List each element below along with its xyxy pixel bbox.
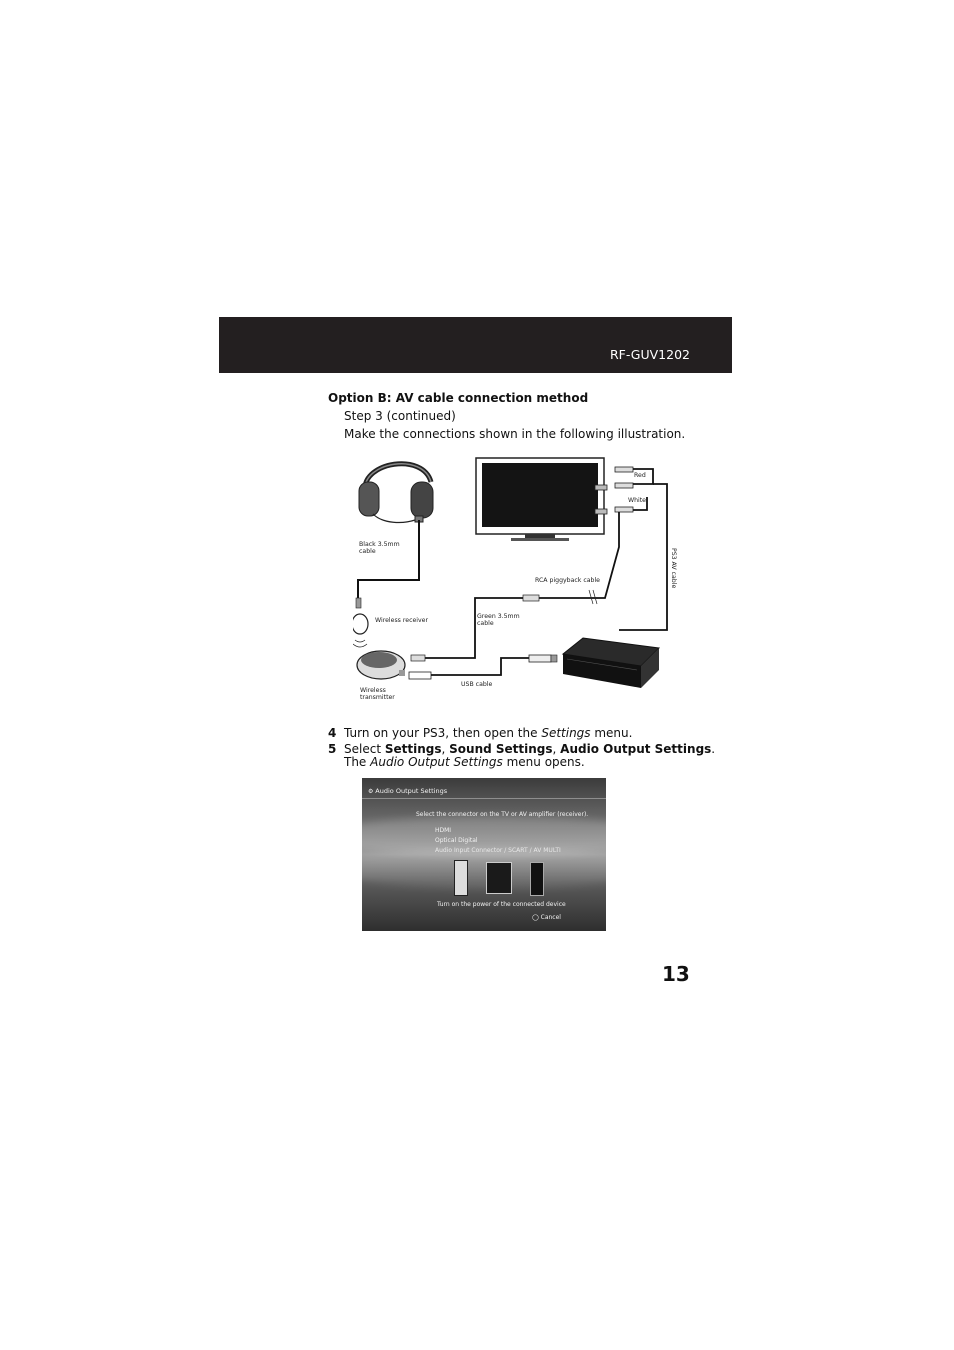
- step5-line2: The Audio Output Settings menu opens.: [344, 755, 585, 769]
- settings-icon: ⚙: [368, 788, 376, 795]
- model-number: RF-GUV1202: [609, 347, 690, 362]
- ss-title: ⚙ Audio Output Settings: [368, 787, 448, 795]
- step5-line1: Select Settings, Sound Settings, Audio Output Settings.: [344, 742, 716, 756]
- label-ps3-av-cable: PS3 AV cable: [670, 548, 677, 589]
- step3-label: Step 3 (continued): [344, 409, 456, 423]
- ps3-console-icon: [563, 638, 659, 688]
- av-multi-connector-icon: [530, 862, 544, 896]
- ps3-audio-output-screenshot: [362, 778, 606, 931]
- wireless-transmitter-icon: [357, 651, 405, 679]
- page-number: 13: [662, 962, 690, 986]
- label-rca-piggyback: RCA piggyback cable: [535, 577, 600, 584]
- label-white: White: [628, 497, 646, 504]
- scart-connector-icon: [486, 862, 512, 894]
- label-green-cable-2: cable: [477, 620, 494, 627]
- circle-button-icon: ◯: [532, 914, 541, 921]
- ss-footer: Turn on the power of the connected device: [437, 901, 566, 908]
- label-red: Red: [634, 472, 646, 479]
- label-wireless-receiver: Wireless receiver: [375, 617, 429, 624]
- rca-connector-icon: [454, 860, 468, 896]
- connection-diagram: [353, 452, 685, 708]
- label-green-cable-1: Green 3.5mm: [477, 613, 520, 620]
- label-black-cable-2: cable: [359, 548, 376, 555]
- ss-option-optical[interactable]: Optical Digital: [435, 837, 478, 844]
- ss-option-hdmi[interactable]: HDMI: [435, 827, 452, 834]
- step3-description: Make the connections shown in the following illustration.: [344, 427, 686, 441]
- label-wireless-transmitter-2: transmitter: [360, 694, 395, 701]
- step4-number: 4: [328, 726, 337, 740]
- ss-instruction: Select the connector on the TV or AV amplifier (receiver).: [416, 811, 589, 818]
- step5-number: 5: [328, 742, 337, 756]
- step4-text: Turn on your PS3, then open the Settings menu.: [344, 726, 633, 740]
- headphones-icon: [359, 464, 433, 523]
- label-wireless-transmitter-1: Wireless: [360, 687, 386, 694]
- ss-cancel[interactable]: ◯ Cancel: [532, 914, 561, 921]
- ss-option-audio-input[interactable]: Audio Input Connector / SCART / AV MULTI: [435, 847, 561, 854]
- label-black-cable-1: Black 3.5mm: [359, 541, 400, 548]
- label-usb-cable: USB cable: [461, 681, 493, 688]
- header-bar: [219, 317, 732, 373]
- wireless-receiver-icon: [353, 614, 368, 647]
- television-icon: [476, 458, 604, 541]
- section-title: Option B: AV cable connection method: [328, 391, 589, 405]
